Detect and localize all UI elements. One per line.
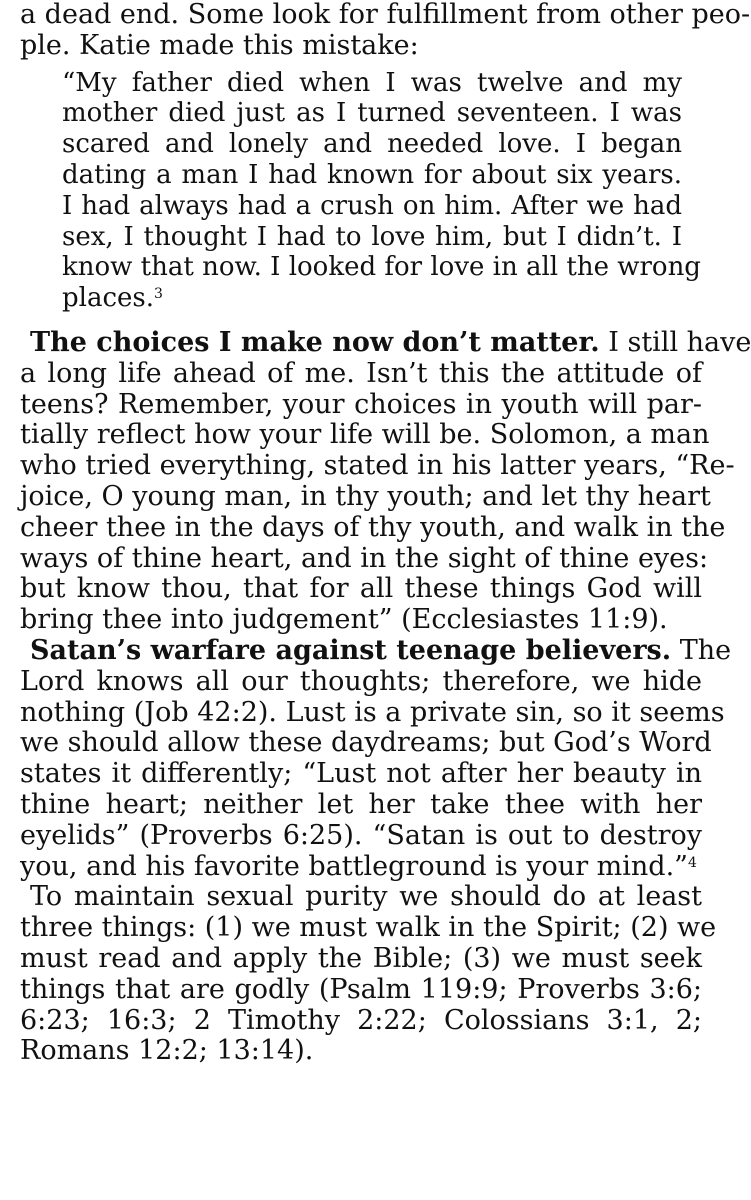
footnote-marker: 3 <box>154 286 163 303</box>
text-line: Lord knows all our thoughts; therefore, we hide <box>20 665 702 697</box>
footnote-marker: 4 <box>687 854 697 871</box>
quote-line: “My father died when I was twelve and my <box>62 67 682 98</box>
text-fragment: The <box>671 634 732 666</box>
paragraph-first-line <box>20 634 732 667</box>
section-heading-satan: Satan’s warfare against teenage believers. <box>30 634 672 666</box>
text-line: eyelids” (Proverbs 6:25). “Satan is out to destroy <box>20 819 702 851</box>
text-line: nothing (Job 42:2). Lust is a private sin, so it seems <box>20 696 725 728</box>
text-fragment: I still have <box>599 326 751 358</box>
text-line: ways of thine heart, and in the sight of thine eyes: <box>20 542 709 574</box>
spacer <box>20 314 702 328</box>
text-line: tially reflect how your life will be. Solomon, a man <box>20 419 710 451</box>
quote-line: dating a man I had known for about six years. <box>62 159 682 190</box>
text-line: bring thee into judgement” (Ecclesiastes 11:9). <box>20 604 668 636</box>
choices-paragraph <box>20 326 751 636</box>
quote-line: scared and lonely and needed love. I began <box>62 129 682 160</box>
quote-line-text: places. <box>62 283 155 314</box>
quote-line: mother died just as I turned seventeen. I was <box>62 98 682 129</box>
text-line: things that are godly (Psalm 119:9; Proverbs 3:6; <box>20 973 702 1005</box>
text-line: but know thou, that for all these things God will <box>20 573 702 605</box>
text-line: joice, O young man, in thy youth; and let thy heart <box>20 480 711 512</box>
text-line: three things: (1) we must walk in the Spirit; (2) we <box>20 912 717 944</box>
text-line: who tried everything, stated in his latter years, “Re- <box>20 450 735 482</box>
text-fragment: you, and his favorite battleground is your mind.” <box>20 850 688 882</box>
text-line: ple. Katie made this mistake: <box>20 29 419 61</box>
section-heading-choices: The choices I make now don’t matter. <box>30 326 600 358</box>
text-line: teens? Remember, your choices in youth will par- <box>20 388 702 420</box>
quote-line: I had always had a crush on him. After we had <box>62 190 682 221</box>
text-line: must read and apply the Bible; (3) we must seek <box>20 942 702 974</box>
book-page <box>20 0 751 1067</box>
quote-line: know that now. I looked for love in all the wrong <box>62 252 701 283</box>
text-line: we should allow these daydreams; but God’s Word <box>20 727 712 759</box>
text-line: To maintain sexual purity we should do at least <box>30 881 702 913</box>
satan-paragraph <box>20 634 732 882</box>
quote-line-last <box>62 283 682 314</box>
text-line: 6:23; 16:3; 2 Timothy 2:22; Colossians 3:1, 2; <box>20 1004 702 1036</box>
text-line: cheer thee in the days of thy youth, and walk in the <box>20 511 726 543</box>
katie-quote <box>62 67 701 314</box>
text-line: states it differently; “Lust not after her beauty in <box>20 758 702 790</box>
paragraph-first-line <box>20 326 751 359</box>
text-line: a long life ahead of me. Isn’t this the attitude of <box>20 357 702 389</box>
intro-paragraph <box>20 0 751 62</box>
text-line-last <box>20 852 702 883</box>
quote-line: sex, I thought I had to love him, but I didn’t. I <box>62 221 682 252</box>
text-line: a dead end. Some look for fulfillment from other peo- <box>20 0 751 30</box>
purity-paragraph <box>20 881 717 1067</box>
text-line: thine heart; neither let her take thee with her <box>20 788 702 820</box>
text-line: Romans 12:2; 13:14). <box>20 1035 314 1067</box>
